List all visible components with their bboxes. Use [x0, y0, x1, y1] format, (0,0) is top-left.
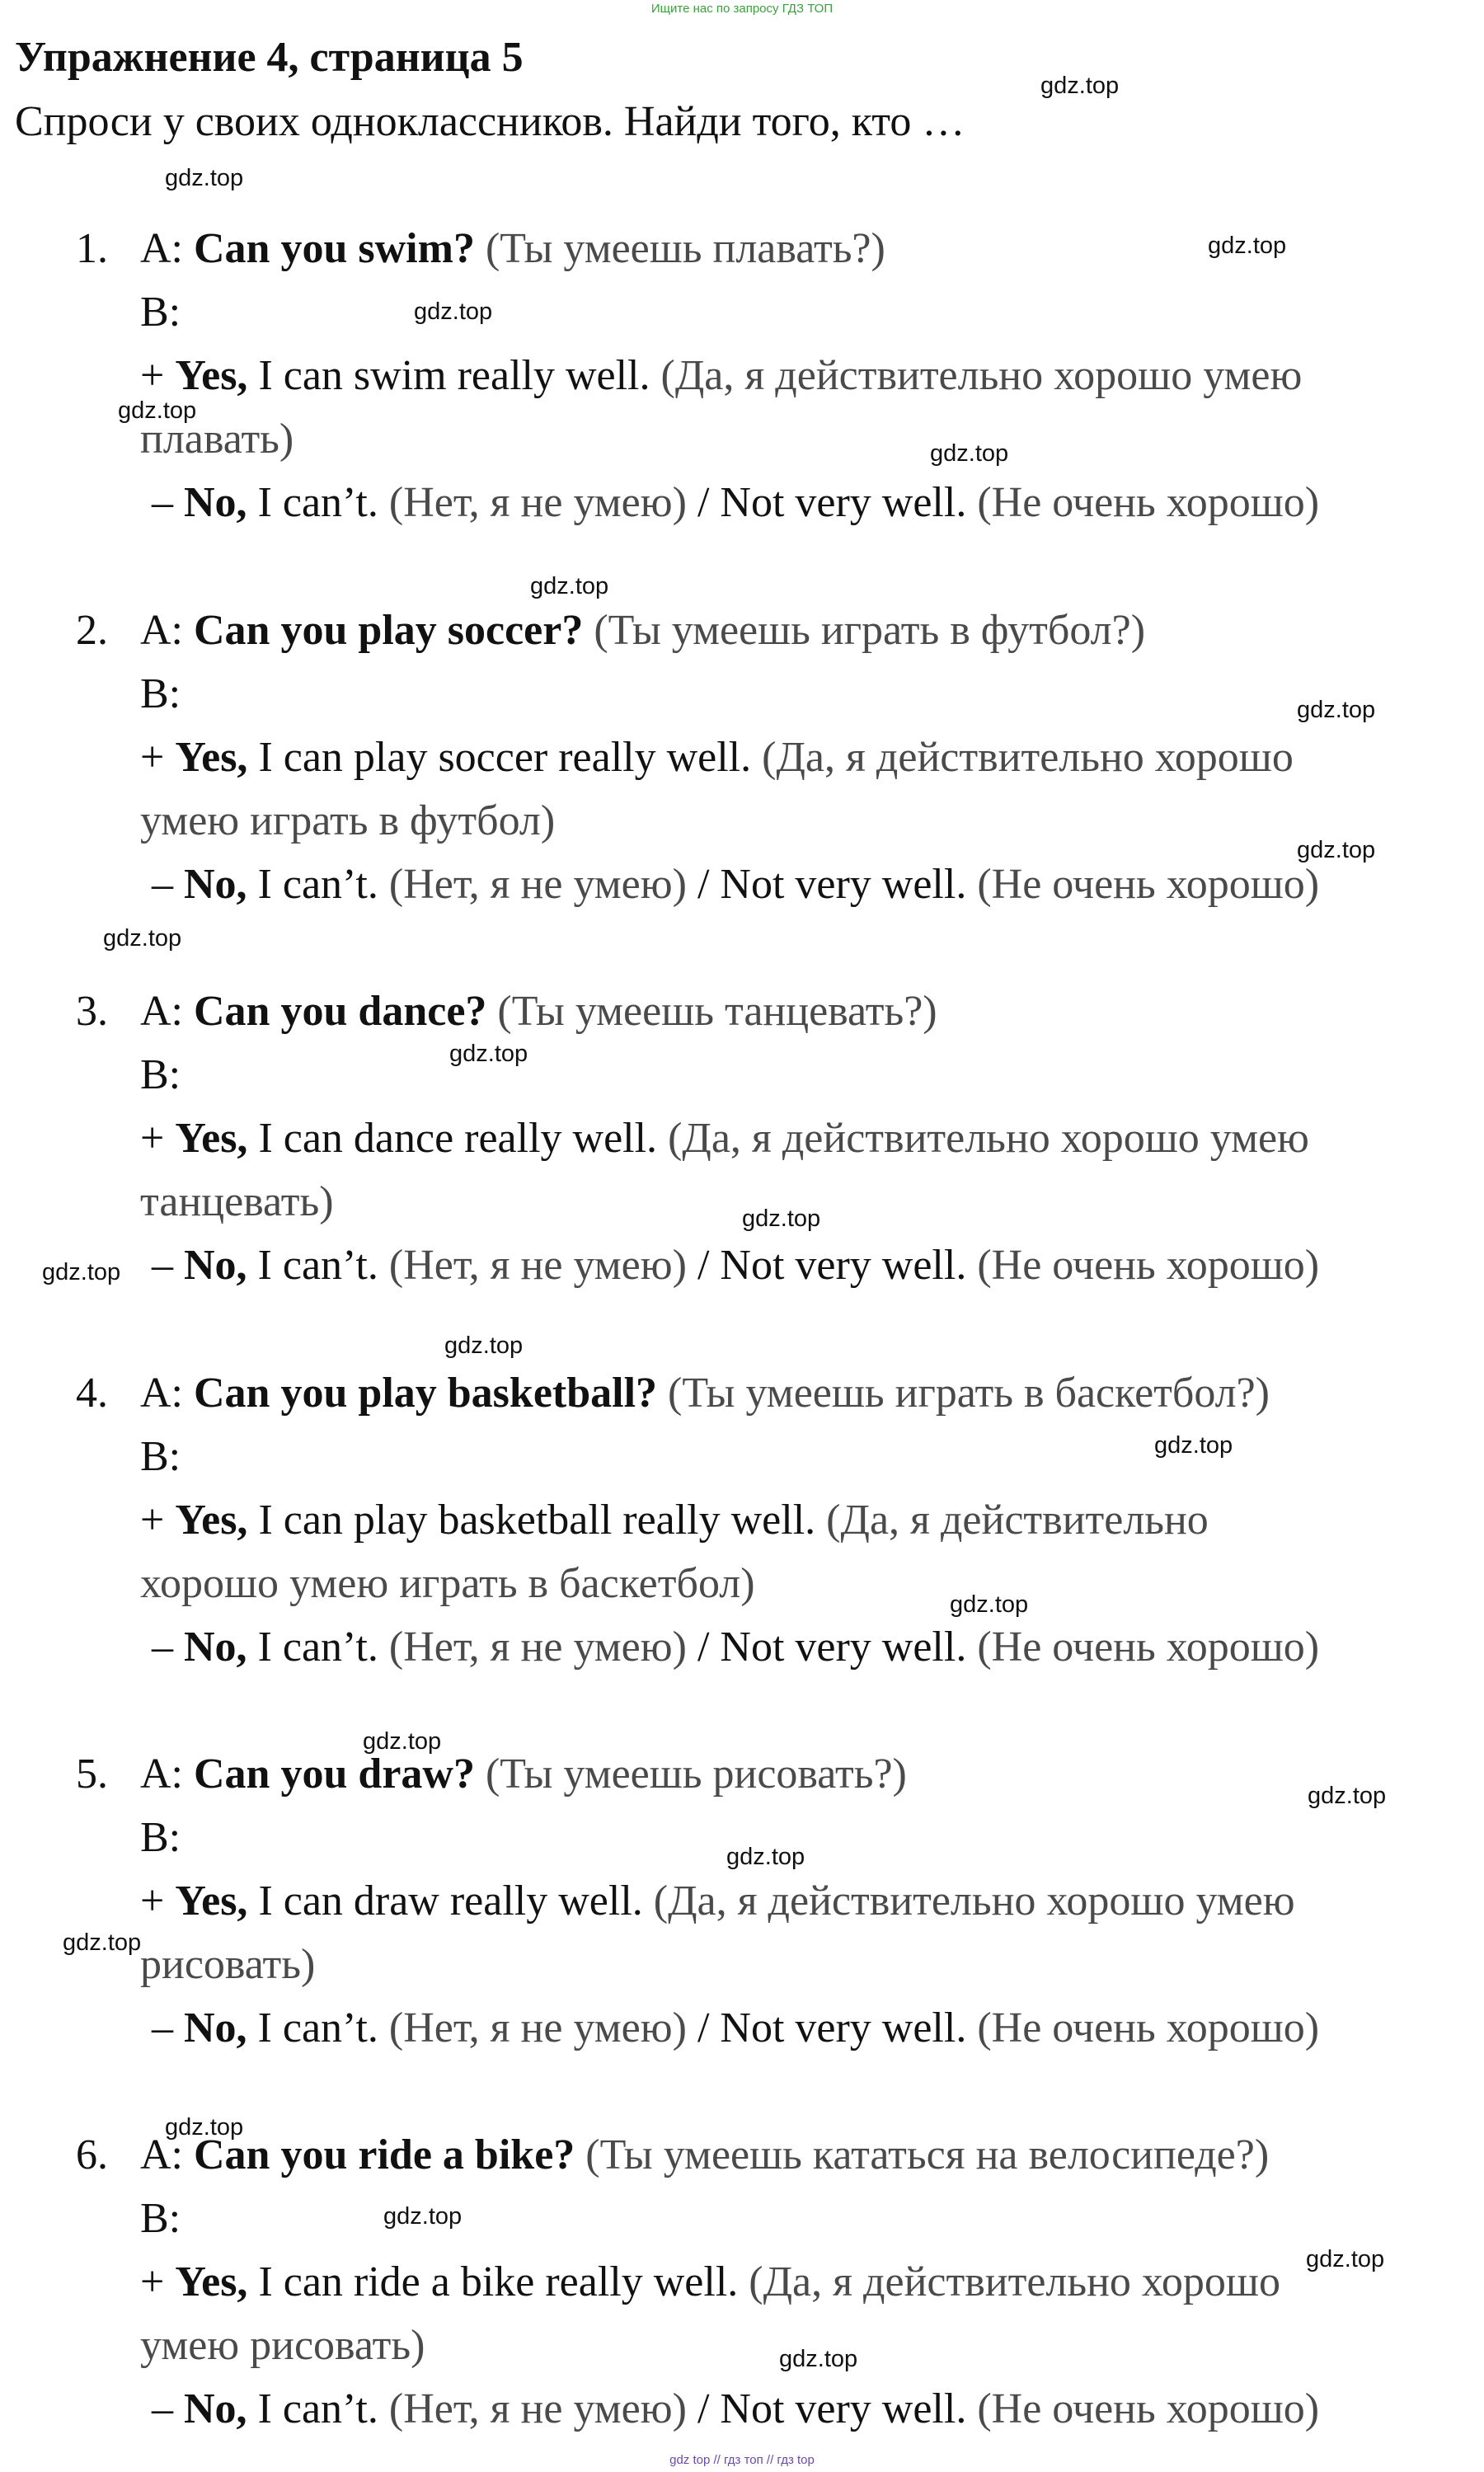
speaker-b-label: B:	[140, 670, 181, 717]
watermark-text: gdz.top	[1208, 233, 1287, 259]
yes-answer-continuation	[140, 1177, 334, 1227]
plus-sign: +	[140, 352, 165, 399]
yes-answer-text: I can play soccer really well.	[258, 734, 752, 781]
question-text: Can you draw?	[194, 1751, 475, 1798]
watermark-text: gdz.top	[726, 1844, 805, 1870]
yes-translation: (Да, я действительно	[826, 1497, 1209, 1544]
minus-sign: –	[152, 2385, 173, 2432]
yes-answer-text: I can dance really well.	[258, 1115, 658, 1162]
page-title: Упражнение 4, страница 5	[15, 34, 524, 81]
watermark-text: gdz.top	[63, 1929, 142, 1956]
not-very-text: Not very well.	[720, 1242, 967, 1289]
question-translation: (Ты умеешь играть в баскетбол?)	[668, 1370, 1270, 1417]
yes-answer-continuation	[140, 1559, 755, 1609]
no-word: No,	[184, 2385, 247, 2432]
watermark-text: gdz.top	[1306, 2246, 1385, 2272]
yes-translation: (Да, я действительно хорошо	[749, 2258, 1280, 2305]
plus-sign: +	[140, 1497, 165, 1544]
speaker-b-label: B:	[140, 1814, 181, 1861]
yes-word: Yes,	[175, 734, 248, 781]
yes-translation-cont: плавать)	[140, 416, 294, 463]
speaker-a-label: A:	[140, 1751, 183, 1798]
yes-translation: (Да, я действительно хорошо умею	[660, 352, 1303, 399]
yes-answer-text: I can draw really well.	[258, 1877, 643, 1924]
question-text: Can you dance?	[194, 988, 487, 1035]
no-translation: (Нет, я не умею)	[388, 861, 687, 908]
yes-answer-line	[140, 1114, 1309, 1163]
watermark-text: gdz.top	[742, 1205, 821, 1232]
watermark-text: gdz.top	[42, 1259, 121, 1285]
no-word: No,	[184, 479, 247, 526]
item-number: 5.	[76, 1751, 108, 1798]
answer-b-line	[140, 670, 181, 719]
no-answer-text: I can’t.	[257, 1242, 378, 1289]
yes-answer-line	[140, 1877, 1295, 1926]
watermark-text: gdz.top	[118, 397, 197, 424]
minus-sign: –	[152, 2004, 173, 2051]
watermark-text: gdz.top	[1040, 73, 1120, 99]
not-very-text: Not very well.	[720, 479, 967, 526]
watermark-text: gdz.top	[103, 925, 182, 952]
speaker-b-label: B:	[140, 1433, 181, 1480]
item-number: 2.	[76, 607, 108, 654]
no-answer-line	[152, 860, 1319, 909]
yes-translation-cont: умею играть в футбол)	[140, 797, 556, 844]
speaker-a-label: A:	[140, 988, 183, 1035]
item-number: 3.	[76, 988, 108, 1035]
yes-translation-cont: умею рисовать)	[140, 2322, 425, 2369]
yes-answer-continuation	[140, 2321, 425, 2371]
question-text: Can you swim?	[194, 225, 475, 272]
yes-answer-continuation	[140, 1940, 315, 1990]
not-very-translation: (Не очень хорошо)	[977, 1242, 1320, 1289]
footer-watermark: gdz top // гдз топ // гдз top	[669, 2453, 815, 2467]
yes-translation-cont: рисовать)	[140, 1941, 316, 1988]
yes-answer-text: I can ride a bike really well.	[258, 2258, 739, 2305]
watermark-text: gdz.top	[1308, 1783, 1387, 1809]
yes-translation: (Да, я действительно хорошо умею	[653, 1877, 1295, 1924]
not-very-translation: (Не очень хорошо)	[977, 479, 1320, 526]
question-translation: (Ты умеешь кататься на велосипеде?)	[585, 2131, 1270, 2178]
minus-sign: –	[152, 479, 173, 526]
yes-answer-line	[140, 1496, 1209, 1545]
speaker-b-label: B:	[140, 2195, 181, 2242]
no-answer-text: I can’t.	[257, 2004, 378, 2051]
separator: /	[697, 1624, 710, 1671]
question-text: Can you play soccer?	[194, 607, 584, 654]
yes-word: Yes,	[175, 352, 248, 399]
question-text: Can you ride a bike?	[194, 2131, 575, 2178]
speaker-a-label: A:	[140, 607, 183, 654]
no-answer-text: I can’t.	[257, 479, 378, 526]
question-line	[140, 1750, 907, 1799]
speaker-a-label: A:	[140, 2131, 183, 2178]
answer-b-line	[140, 1050, 181, 1100]
yes-answer-continuation	[140, 797, 555, 846]
watermark-text: gdz.top	[1297, 697, 1376, 723]
watermark-text: gdz.top	[363, 1728, 442, 1755]
instruction: Спроси у своих одноклассников. Найди того, кто …	[15, 98, 965, 145]
not-very-text: Not very well.	[720, 1624, 967, 1671]
watermark-text: gdz.top	[449, 1041, 528, 1067]
not-very-translation: (Не очень хорошо)	[977, 1624, 1320, 1671]
plus-sign: +	[140, 1877, 165, 1924]
plus-sign: +	[140, 734, 165, 781]
yes-answer-text: I can play basketball really well.	[258, 1497, 816, 1544]
separator: /	[697, 479, 710, 526]
separator: /	[697, 861, 710, 908]
no-translation: (Нет, я не умею)	[388, 2004, 687, 2051]
item-number: 1.	[76, 225, 108, 272]
answer-b-line	[140, 2194, 181, 2244]
no-answer-text: I can’t.	[257, 861, 378, 908]
minus-sign: –	[152, 1624, 173, 1671]
no-answer-text: I can’t.	[257, 1624, 378, 1671]
watermark-text: gdz.top	[530, 573, 609, 599]
yes-translation-cont: танцевать)	[140, 1178, 334, 1225]
question-translation: (Ты умеешь плавать?)	[485, 225, 885, 272]
separator: /	[697, 1242, 710, 1289]
question-translation: (Ты умеешь танцевать?)	[497, 988, 937, 1035]
question-translation: (Ты умеешь рисовать?)	[485, 1751, 907, 1798]
yes-answer-line	[140, 351, 1302, 401]
speaker-a-label: A:	[140, 225, 183, 272]
separator: /	[697, 2004, 710, 2051]
answer-b-line	[140, 1813, 181, 1863]
not-very-text: Not very well.	[720, 861, 967, 908]
plus-sign: +	[140, 2258, 165, 2305]
answer-b-line	[140, 1432, 181, 1482]
watermark-text: gdz.top	[1297, 837, 1376, 863]
plus-sign: +	[140, 1115, 165, 1162]
watermark-text: gdz.top	[165, 165, 244, 191]
yes-translation: (Да, я действительно хорошо	[762, 734, 1294, 781]
no-answer-text: I can’t.	[257, 2385, 378, 2432]
speaker-b-label: B:	[140, 1051, 181, 1098]
no-word: No,	[184, 1624, 247, 1671]
watermark-text: gdz.top	[779, 2346, 858, 2372]
yes-word: Yes,	[175, 1497, 248, 1544]
not-very-translation: (Не очень хорошо)	[977, 861, 1320, 908]
watermark-text: gdz.top	[950, 1591, 1029, 1618]
yes-translation-cont: хорошо умею играть в баскетбол)	[140, 1560, 755, 1607]
answer-b-line	[140, 288, 181, 337]
no-translation: (Нет, я не умею)	[388, 479, 687, 526]
yes-answer-text: I can swim really well.	[258, 352, 650, 399]
no-word: No,	[184, 861, 247, 908]
top-banner: Ищите нас по запросу ГДЗ ТОП	[650, 2, 834, 16]
no-word: No,	[184, 1242, 247, 1289]
question-text: Can you play basketball?	[194, 1370, 658, 1417]
no-word: No,	[184, 2004, 247, 2051]
not-very-text: Not very well.	[720, 2385, 967, 2432]
no-answer-line	[152, 1241, 1319, 1290]
not-very-translation: (Не очень хорошо)	[977, 2004, 1320, 2051]
item-number: 4.	[76, 1370, 108, 1417]
not-very-translation: (Не очень хорошо)	[977, 2385, 1320, 2432]
minus-sign: –	[152, 1242, 173, 1289]
question-line	[140, 987, 937, 1036]
yes-word: Yes,	[175, 1877, 248, 1924]
no-translation: (Нет, я не умею)	[388, 1624, 687, 1671]
no-answer-line	[152, 478, 1319, 528]
yes-answer-line	[140, 2258, 1280, 2307]
question-line	[140, 2131, 1269, 2180]
watermark-text: gdz.top	[165, 2114, 244, 2141]
no-answer-line	[152, 1623, 1319, 1672]
speaker-a-label: A:	[140, 1370, 183, 1417]
question-translation: (Ты умеешь играть в футбол?)	[594, 607, 1146, 654]
yes-translation: (Да, я действительно хорошо умею	[668, 1115, 1309, 1162]
watermark-text: gdz.top	[1154, 1432, 1233, 1459]
not-very-text: Not very well.	[720, 2004, 967, 2051]
watermark-text: gdz.top	[930, 440, 1009, 467]
question-line	[140, 224, 885, 274]
watermark-text: gdz.top	[444, 1332, 524, 1359]
no-translation: (Нет, я не умею)	[388, 1242, 687, 1289]
question-line	[140, 1369, 1270, 1418]
no-answer-line	[152, 2385, 1319, 2434]
yes-answer-line	[140, 733, 1294, 782]
no-translation: (Нет, я не умею)	[388, 2385, 687, 2432]
yes-word: Yes,	[175, 2258, 248, 2305]
watermark-text: gdz.top	[383, 2203, 463, 2230]
watermark-text: gdz.top	[414, 298, 493, 325]
minus-sign: –	[152, 861, 173, 908]
item-number: 6.	[76, 2131, 108, 2178]
speaker-b-label: B:	[140, 289, 181, 336]
separator: /	[697, 2385, 710, 2432]
question-line	[140, 606, 1145, 656]
yes-word: Yes,	[175, 1115, 248, 1162]
no-answer-line	[152, 2004, 1319, 2053]
